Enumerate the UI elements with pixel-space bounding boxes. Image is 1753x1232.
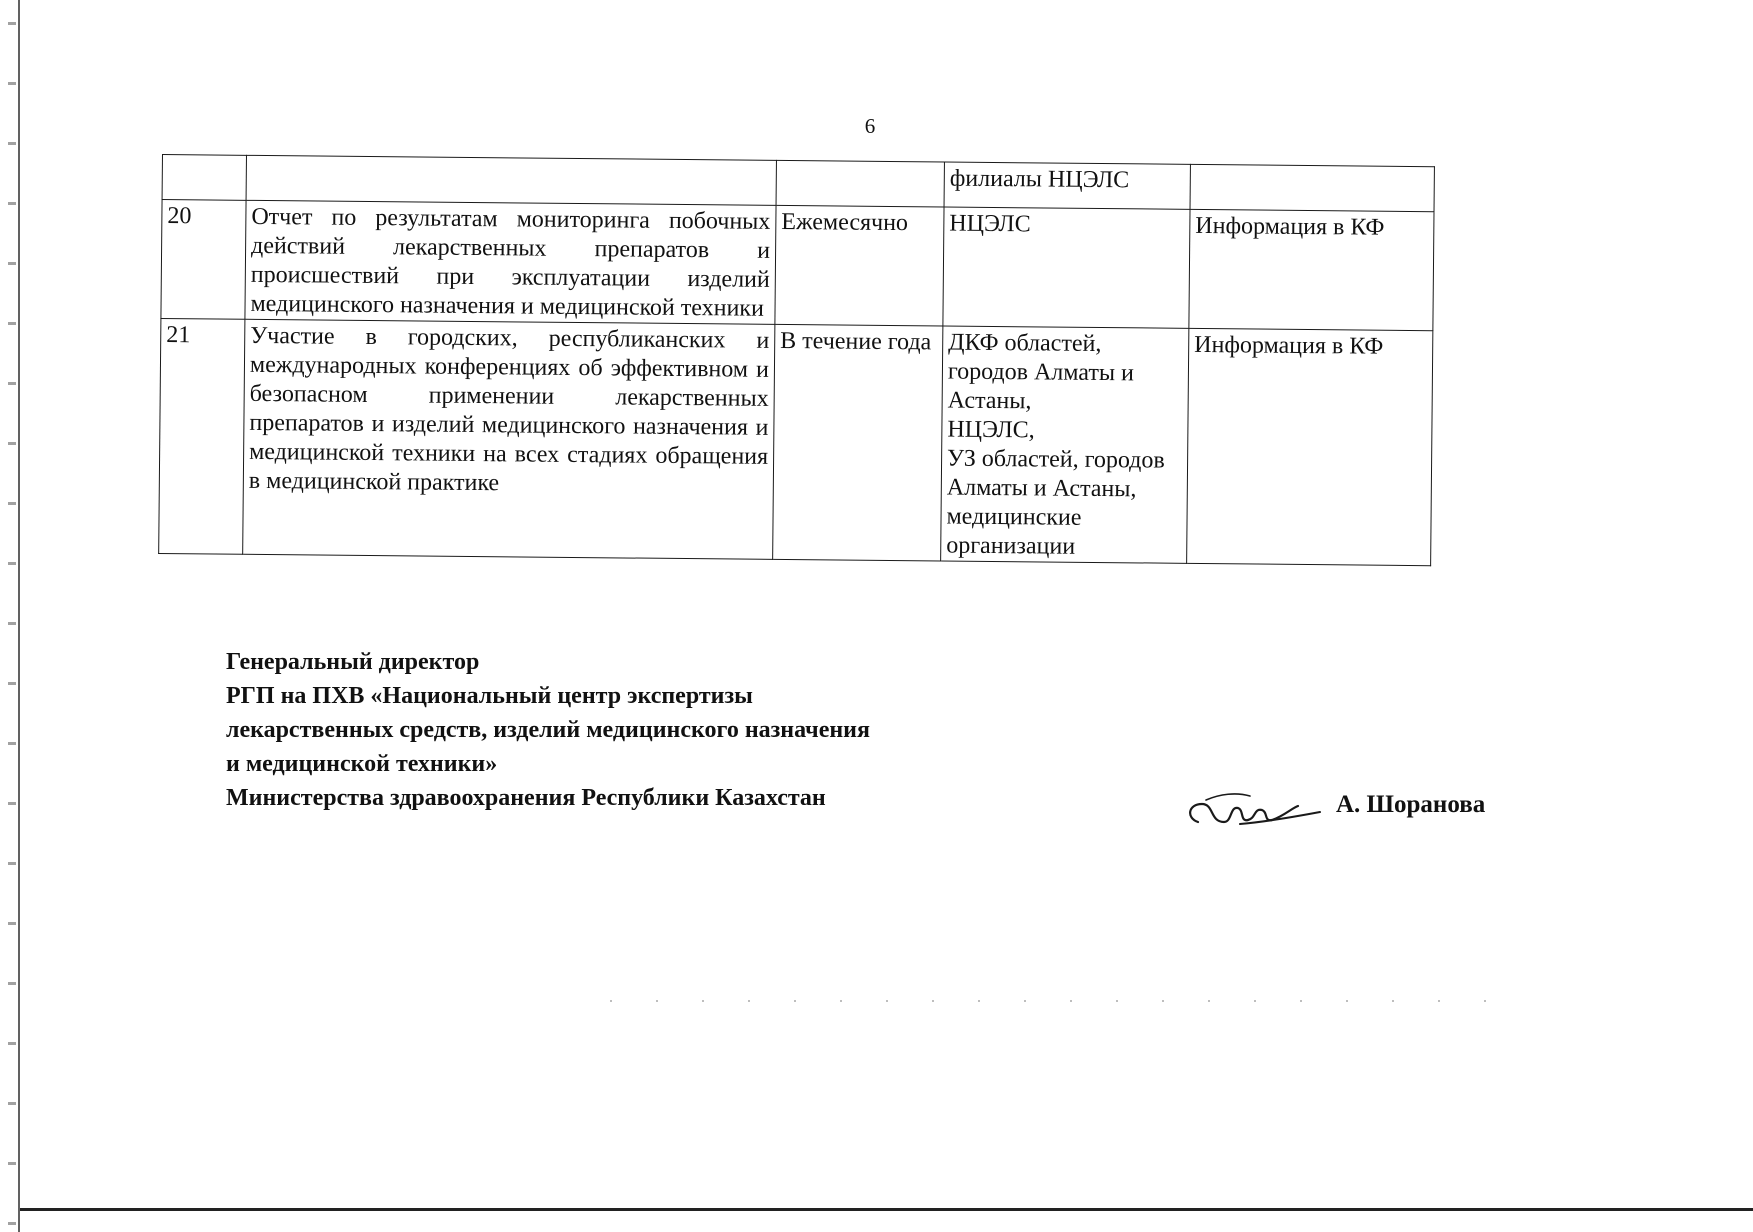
scan-speck-row	[610, 1000, 1530, 1002]
responsible-line: городов Алматы и	[947, 358, 1134, 387]
handwritten-signature-icon	[1180, 778, 1330, 838]
cell-form	[1190, 164, 1434, 211]
cell-num	[162, 155, 246, 201]
responsible-line: УЗ областей, городов	[946, 445, 1165, 474]
responsible-line: ДКФ областей,	[948, 329, 1102, 358]
table-row	[161, 200, 1434, 331]
signature-block	[226, 645, 870, 815]
responsible-line: Астаны,	[947, 387, 1032, 415]
cell-term: В течение года	[773, 324, 943, 561]
scan-edge-bottom	[20, 1208, 1753, 1211]
signatory-position: Генеральный директор	[226, 649, 480, 675]
responsible-line: медицинские	[946, 503, 1082, 531]
cell-event: Отчет по результатам мониторинга побочных действий лекарственных препаратов и происшествий при эксплуатации изделий медицинского назначения и медицинской техники	[245, 200, 776, 324]
cell-term	[776, 160, 944, 207]
page-number: 6	[864, 114, 876, 138]
signatory-ministry: Министерства здравоохранения Республики Казахстан	[226, 785, 826, 811]
responsible-line: организации	[946, 532, 1076, 560]
cell-num: 20	[161, 200, 246, 320]
cell-responsible: филиалы НЦЭЛС	[944, 162, 1190, 209]
signatory-organization: и медицинской техники»	[226, 751, 498, 777]
scan-edge-artifact	[8, 0, 16, 1232]
cell-event	[246, 155, 776, 205]
responsible-line: НЦЭЛС	[949, 210, 1031, 238]
cell-form: Информация в КФ	[1187, 328, 1433, 565]
cell-responsible	[943, 207, 1190, 328]
responsible-line: НЦЭЛС,	[947, 416, 1035, 444]
signatory-organization: лекарственных средств, изделий медицинского назначения	[226, 717, 870, 743]
responsible-line: Алматы и Астаны,	[946, 474, 1137, 503]
cell-term: Ежемесячно	[775, 205, 944, 326]
cell-event: Участие в городских, республиканских и международных конференциях об эффективном и безопасном применении лекарственных препаратов и изделий медицинского назначения и медицинской техники на всех стадиях обращения в медицинской практике	[243, 319, 775, 559]
cell-num: 21	[159, 318, 245, 554]
cell-responsible	[941, 326, 1189, 563]
table-row	[159, 318, 1433, 565]
plan-table	[158, 154, 1435, 566]
cell-form: Информация в КФ	[1189, 209, 1434, 330]
signatory-organization: РГП на ПХВ «Национальный центр экспертизы	[226, 683, 753, 709]
signer-name: А. Шоранова	[1336, 791, 1486, 818]
scan-edge-line	[18, 0, 20, 1232]
